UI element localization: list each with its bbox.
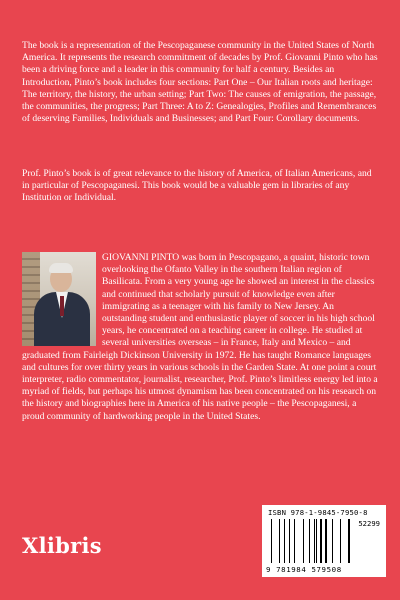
barcode-bar [289,519,290,563]
isbn-barcode [262,505,386,577]
barcode-digits: 9 781984 579508 [266,565,342,574]
barcode-bars [268,519,354,565]
barcode-bar [325,519,327,563]
price-code: 52299 [358,519,380,528]
publisher-logo: Xlibris [22,533,102,558]
barcode-bar [320,519,322,563]
barcode-bar [303,519,304,563]
barcode-bar [332,519,333,563]
barcode-bar [284,519,285,563]
barcode-bar [271,519,272,563]
isbn-label: ISBN 978-1-9845-7950-8 [268,508,368,517]
author-portrait-icon [22,252,96,346]
barcode-bar [340,519,341,563]
barcode-bar [314,519,315,563]
barcode-bar [294,519,295,563]
barcode-bar [348,519,350,563]
barcode-bar [279,519,280,563]
barcode-bar [316,519,317,563]
author-bio-text: GIOVANNI PINTO was born in Pescopagano, a quaint, historic town overlooking the Ofanto Valley in the southern Italian region of Basilicata. From a very young age he showed an interest in the classics and continued that scholarly pursuit of knowledge even after immigrating as a teenager with his family to New Jersey. An outstanding student and enthusiastic player of soccer in his high school years, he concentrated on a teaching career in college. He studied at several universities overseas – in France, Italy and Mexico – and graduated from Fairleigh Dickinson University in 1972. He has taught Romance languages and cultures for over thirty years in various schools in the Garden State. At one point a court interpreter, radio commentator, journalist, researcher, Prof. Pinto’s limitless energy led into a myriad of fields, but perhaps his utmost dynamism has been concentrated on his research on the history and biographies here in America of his native people – the Pescopaganesi, a proud community of hardworking people in the United States. [22,252,378,422]
intro-paragraph-2: Prof. Pinto’s book is of great relevance to the history of America, of Italian Americans, and in particular of Pescopaganesi. This book would be a valuable gem in libraries of any Institution or Individual. [22,168,372,204]
barcode-bar [309,519,310,563]
intro-paragraph-1: The book is a representation of the Pescopaganese community in the United States of North America. It represents the research commitment of decades by Prof. Giovanni Pinto who has been a driving force and a leader in this community for half a century. Besides an Introduction, Pinto’s book includes four sections: Part One – Our Italian roots and heritage: The territory, the history, the urban setting; Part Two: The causes of emigration, the passage, the communities, the progress; Part Three: A to Z: Genealogies, Profiles and Remembrances of deserving Families, Individuals and Businesses; and Part Four: Corollary documents. [22,40,378,125]
